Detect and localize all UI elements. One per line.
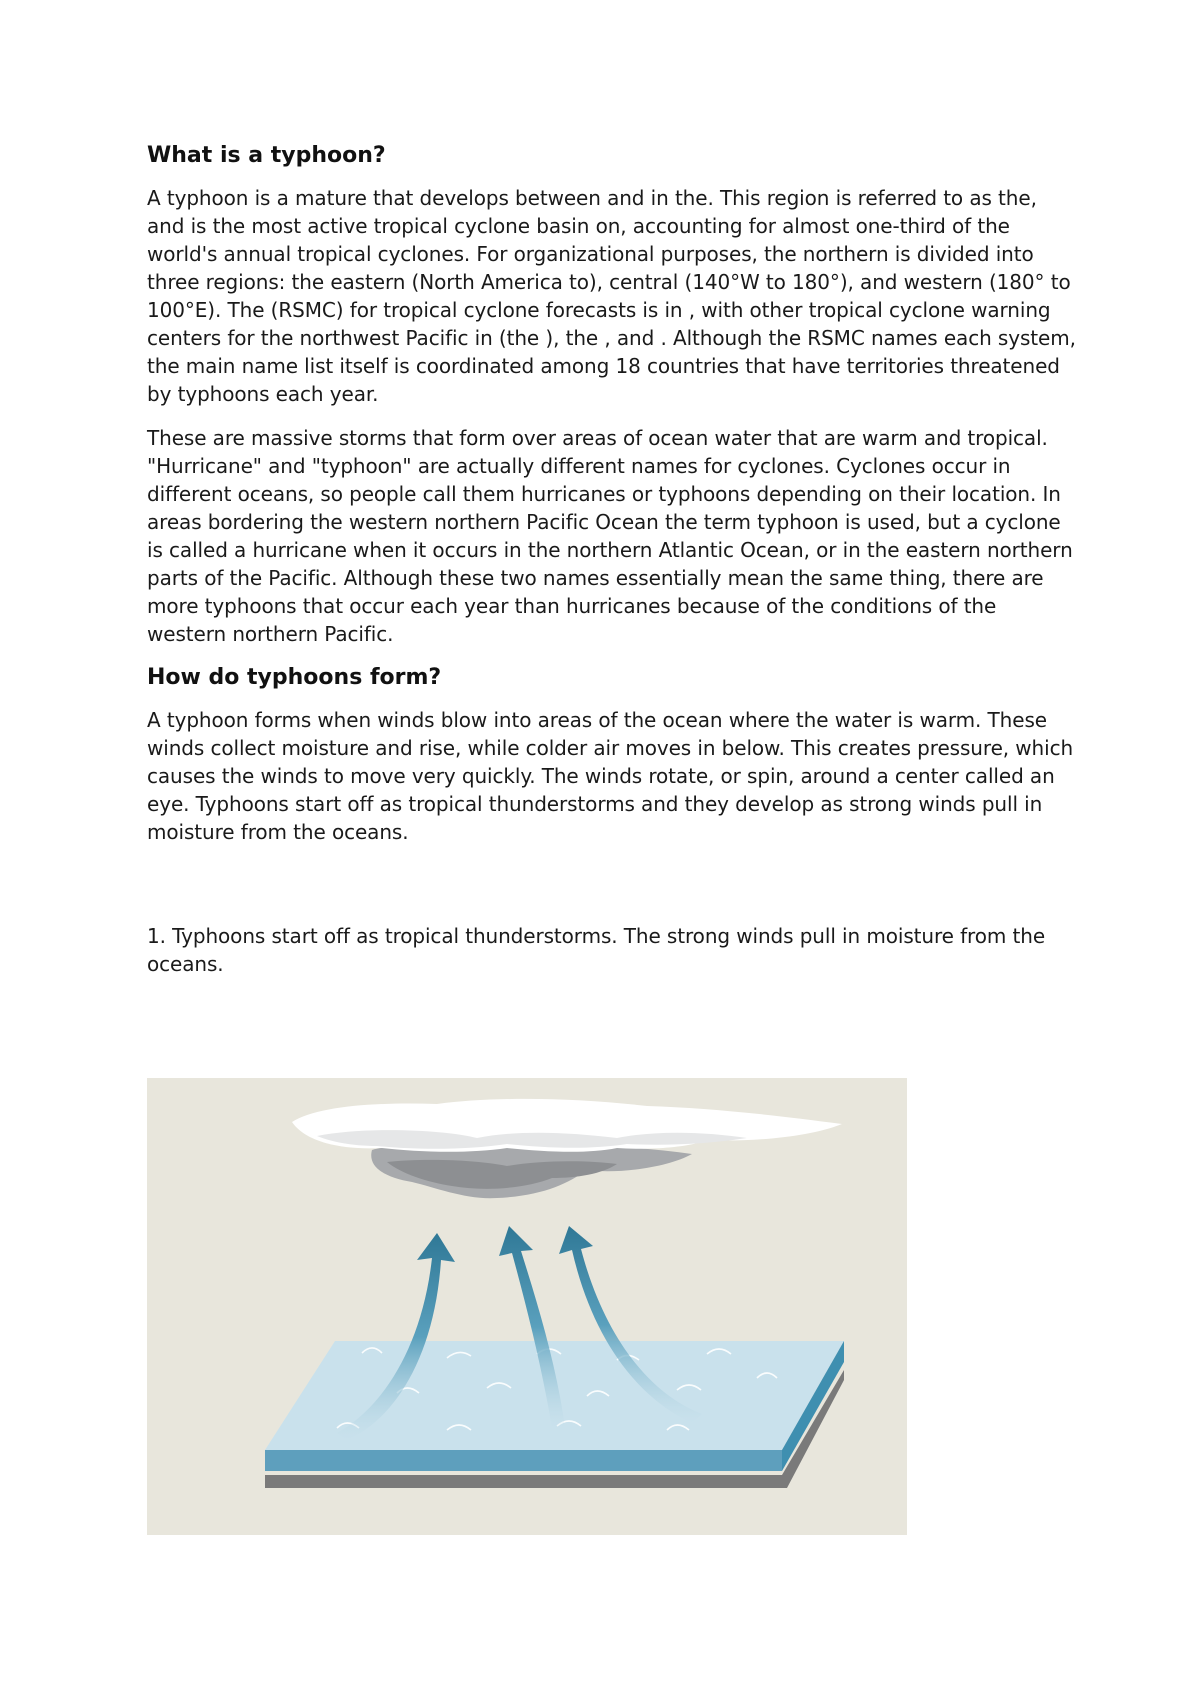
step-1-caption: 1. Typhoons start off as tropical thunderstorms. The strong winds pull in moisture from the oceans. <box>147 924 1046 976</box>
paragraph-typhoon-definition: A typhoon is a mature that develops between and in the. This region is referred to as the, and is the most active tropical cyclone basin on, accounting for almost one-third of the world's annual tropical cyclones. For organizational purposes, the northern is divided into three regions: the eastern (North America to), central (140°W to 180°), and western (180° to 100°E). The (RSMC) for tropical cyclone forecasts is in , with other tropical cyclone warning centers for the northwest Pacific in (the ), the , and . Although the RSMC names each system, the main name list itself is coordinated among 18 countries that have territories threatened by typhoons each year. <box>147 186 1076 406</box>
typhoon-formation-figure <box>147 1078 907 1535</box>
cloud-band <box>317 1130 747 1149</box>
ocean-front-edge <box>265 1450 782 1471</box>
section-heading-what-is-typhoon: What is a typhoon? <box>147 143 386 168</box>
spacer <box>147 862 1077 922</box>
paragraph-typhoon-formation: A typhoon forms when winds blow into areas of the ocean where the water is warm. These winds collect moisture and rise, while colder air moves in below. This creates pressure, which causes the winds to move very quickly. The winds rotate, or spin, around a center called an eye. Typhoons start off as tropical thunderstorms and they develop as strong winds pull in moisture from the oceans. <box>147 708 1074 844</box>
typhoon-formation-diagram-icon <box>147 1078 907 1535</box>
document-page <box>147 140 1077 994</box>
section-heading-how-typhoons-form: How do typhoons form? <box>147 665 442 690</box>
paragraph-hurricane-vs-typhoon: These are massive storms that form over areas of ocean water that are warm and tropical. "Hurricane" and "typhoon" are actually different names for cyclones. Cyclones occur in different oceans, so people call them hurricanes or typhoons depending on their location. In areas bordering the western northern Pacific Ocean the term typhoon is used, but a cyclone is called a hurricane when it occurs in the northern Atlantic Ocean, or in the eastern northern parts of the Pacific. Although these two names essentially mean the same thing, there are more typhoons that occur each year than hurricanes because of the conditions of the western northern Pacific. <box>147 426 1073 646</box>
